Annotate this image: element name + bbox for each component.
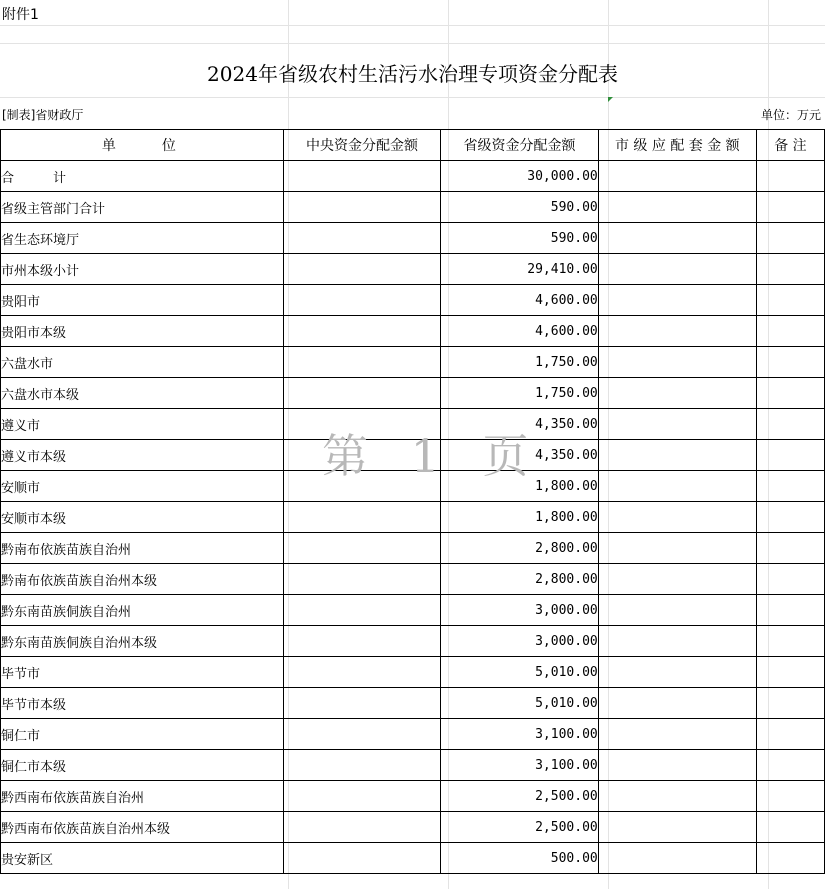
table-row bbox=[1, 564, 825, 595]
table-row bbox=[1, 533, 825, 564]
central-amount-cell bbox=[283, 409, 441, 440]
note-cell bbox=[756, 781, 824, 812]
note-cell bbox=[756, 285, 824, 316]
page-title: 2024年省级农村生活污水治理专项资金分配表 bbox=[207, 62, 618, 86]
central-amount-cell bbox=[283, 750, 441, 781]
table-row bbox=[1, 719, 825, 750]
central-amount-cell bbox=[283, 440, 441, 471]
provincial-amount-cell: 1,750.00 bbox=[441, 347, 599, 378]
provincial-amount-cell: 590.00 bbox=[441, 223, 599, 254]
table-row bbox=[1, 657, 825, 688]
maker-label: [制表]省财政厅 bbox=[2, 108, 84, 122]
central-amount-cell bbox=[283, 378, 441, 409]
provincial-amount-cell: 30,000.00 bbox=[441, 161, 599, 192]
col-note-header: 备 注 bbox=[756, 130, 824, 161]
unit-name-cell: 黔东南苗族侗族自治州 bbox=[1, 595, 284, 626]
city-amount-cell bbox=[598, 843, 756, 874]
provincial-amount-cell: 590.00 bbox=[441, 192, 599, 223]
city-amount-cell bbox=[598, 595, 756, 626]
unit-name-cell: 市州本级小计 bbox=[1, 254, 284, 285]
city-amount-cell bbox=[598, 316, 756, 347]
city-amount-cell bbox=[598, 688, 756, 719]
city-amount-cell bbox=[598, 471, 756, 502]
unit-name-cell: 贵阳市本级 bbox=[1, 316, 284, 347]
table-row bbox=[1, 781, 825, 812]
table-row bbox=[1, 254, 825, 285]
city-amount-cell bbox=[598, 409, 756, 440]
provincial-amount-cell: 2,500.00 bbox=[441, 812, 599, 843]
city-amount-cell bbox=[598, 285, 756, 316]
city-amount-cell bbox=[598, 347, 756, 378]
unit-name-cell: 省级主管部门合计 bbox=[1, 192, 284, 223]
unit-name-cell: 毕节市 bbox=[1, 657, 284, 688]
table-row bbox=[1, 192, 825, 223]
city-amount-cell bbox=[598, 161, 756, 192]
city-amount-cell bbox=[598, 192, 756, 223]
unit-name-cell: 铜仁市 bbox=[1, 719, 284, 750]
unit-name-cell: 黔西南布依族苗族自治州 bbox=[1, 781, 284, 812]
note-cell bbox=[756, 595, 824, 626]
note-cell bbox=[756, 192, 824, 223]
table-row bbox=[1, 626, 825, 657]
table-header-row bbox=[1, 130, 825, 161]
provincial-amount-cell: 29,410.00 bbox=[441, 254, 599, 285]
city-amount-cell bbox=[598, 378, 756, 409]
unit-name-cell: 黔南布依族苗族自治州本级 bbox=[1, 564, 284, 595]
table-row bbox=[1, 595, 825, 626]
city-amount-cell bbox=[598, 750, 756, 781]
table-row bbox=[1, 285, 825, 316]
unit-name-cell: 遵义市 bbox=[1, 409, 284, 440]
note-cell bbox=[756, 161, 824, 192]
note-cell bbox=[756, 533, 824, 564]
city-amount-cell bbox=[598, 626, 756, 657]
city-amount-cell bbox=[598, 254, 756, 285]
table-row bbox=[1, 316, 825, 347]
provincial-amount-cell: 2,800.00 bbox=[441, 533, 599, 564]
central-amount-cell bbox=[283, 316, 441, 347]
city-amount-cell bbox=[598, 502, 756, 533]
col-city-header: 市 级 应 配 套 金 额 bbox=[598, 130, 756, 161]
table-row bbox=[1, 750, 825, 781]
note-cell bbox=[756, 688, 824, 719]
gridline bbox=[0, 25, 825, 26]
table-row bbox=[1, 161, 825, 192]
central-amount-cell bbox=[283, 657, 441, 688]
note-cell bbox=[756, 223, 824, 254]
central-amount-cell bbox=[283, 533, 441, 564]
note-cell bbox=[756, 812, 824, 843]
provincial-amount-cell: 5,010.00 bbox=[441, 688, 599, 719]
city-amount-cell bbox=[598, 533, 756, 564]
central-amount-cell bbox=[283, 688, 441, 719]
central-amount-cell bbox=[283, 285, 441, 316]
provincial-amount-cell: 1,800.00 bbox=[441, 471, 599, 502]
central-amount-cell bbox=[283, 626, 441, 657]
table-body bbox=[1, 161, 825, 874]
provincial-amount-cell: 4,600.00 bbox=[441, 285, 599, 316]
central-amount-cell bbox=[283, 347, 441, 378]
unit-label: 单位：万元 bbox=[760, 108, 821, 122]
note-cell bbox=[756, 626, 824, 657]
central-amount-cell bbox=[283, 254, 441, 285]
city-amount-cell bbox=[598, 657, 756, 688]
city-amount-cell bbox=[598, 564, 756, 595]
note-cell bbox=[756, 564, 824, 595]
note-cell bbox=[756, 843, 824, 874]
table-row bbox=[1, 688, 825, 719]
unit-name-cell: 安顺市 bbox=[1, 471, 284, 502]
note-cell bbox=[756, 440, 824, 471]
central-amount-cell bbox=[283, 564, 441, 595]
table-row bbox=[1, 843, 825, 874]
provincial-amount-cell: 5,010.00 bbox=[441, 657, 599, 688]
col-unit-header: 单 位 bbox=[1, 130, 284, 161]
attachment-label: 附件1 bbox=[2, 7, 39, 23]
note-cell bbox=[756, 719, 824, 750]
unit-name-cell: 六盘水市 bbox=[1, 347, 284, 378]
provincial-amount-cell: 3,100.00 bbox=[441, 750, 599, 781]
table-row bbox=[1, 812, 825, 843]
note-cell bbox=[756, 409, 824, 440]
table-row bbox=[1, 502, 825, 533]
unit-name-cell: 黔西南布依族苗族自治州本级 bbox=[1, 812, 284, 843]
central-amount-cell bbox=[283, 161, 441, 192]
central-amount-cell bbox=[283, 812, 441, 843]
unit-name-cell: 黔南布依族苗族自治州 bbox=[1, 533, 284, 564]
table-row bbox=[1, 347, 825, 378]
provincial-amount-cell: 2,800.00 bbox=[441, 564, 599, 595]
city-amount-cell bbox=[598, 223, 756, 254]
provincial-amount-cell: 2,500.00 bbox=[441, 781, 599, 812]
note-cell bbox=[756, 378, 824, 409]
unit-name-cell: 安顺市本级 bbox=[1, 502, 284, 533]
central-amount-cell bbox=[283, 502, 441, 533]
note-cell bbox=[756, 316, 824, 347]
gridline bbox=[0, 43, 825, 44]
unit-name-cell: 黔东南苗族侗族自治州本级 bbox=[1, 626, 284, 657]
note-cell bbox=[756, 502, 824, 533]
central-amount-cell bbox=[283, 781, 441, 812]
provincial-amount-cell: 1,800.00 bbox=[441, 502, 599, 533]
table-row bbox=[1, 440, 825, 471]
provincial-amount-cell: 4,350.00 bbox=[441, 409, 599, 440]
note-cell bbox=[756, 657, 824, 688]
table-row bbox=[1, 378, 825, 409]
unit-name-cell: 遵义市本级 bbox=[1, 440, 284, 471]
central-amount-cell bbox=[283, 192, 441, 223]
unit-name-cell: 六盘水市本级 bbox=[1, 378, 284, 409]
unit-name-cell: 贵安新区 bbox=[1, 843, 284, 874]
city-amount-cell bbox=[598, 781, 756, 812]
provincial-amount-cell: 4,350.00 bbox=[441, 440, 599, 471]
cell-comment-marker bbox=[608, 97, 613, 102]
central-amount-cell bbox=[283, 719, 441, 750]
note-cell bbox=[756, 347, 824, 378]
provincial-amount-cell: 3,100.00 bbox=[441, 719, 599, 750]
provincial-amount-cell: 4,600.00 bbox=[441, 316, 599, 347]
unit-name-cell: 省生态环境厅 bbox=[1, 223, 284, 254]
gridline bbox=[0, 97, 825, 98]
col-central-header: 中央资金分配金额 bbox=[283, 130, 441, 161]
table-row bbox=[1, 471, 825, 502]
provincial-amount-cell: 3,000.00 bbox=[441, 595, 599, 626]
central-amount-cell bbox=[283, 223, 441, 254]
unit-name-cell: 毕节市本级 bbox=[1, 688, 284, 719]
allocation-table bbox=[0, 129, 825, 874]
provincial-amount-cell: 500.00 bbox=[441, 843, 599, 874]
provincial-amount-cell: 3,000.00 bbox=[441, 626, 599, 657]
table-row bbox=[1, 223, 825, 254]
note-cell bbox=[756, 471, 824, 502]
note-cell bbox=[756, 254, 824, 285]
city-amount-cell bbox=[598, 719, 756, 750]
page-watermark: 第 1 页 bbox=[322, 429, 543, 483]
note-cell bbox=[756, 750, 824, 781]
col-provincial-header: 省级资金分配金额 bbox=[441, 130, 599, 161]
city-amount-cell bbox=[598, 812, 756, 843]
unit-name-cell: 合 计 bbox=[1, 161, 284, 192]
unit-name-cell: 贵阳市 bbox=[1, 285, 284, 316]
central-amount-cell bbox=[283, 471, 441, 502]
city-amount-cell bbox=[598, 440, 756, 471]
provincial-amount-cell: 1,750.00 bbox=[441, 378, 599, 409]
unit-name-cell: 铜仁市本级 bbox=[1, 750, 284, 781]
table-row bbox=[1, 409, 825, 440]
central-amount-cell bbox=[283, 595, 441, 626]
central-amount-cell bbox=[283, 843, 441, 874]
